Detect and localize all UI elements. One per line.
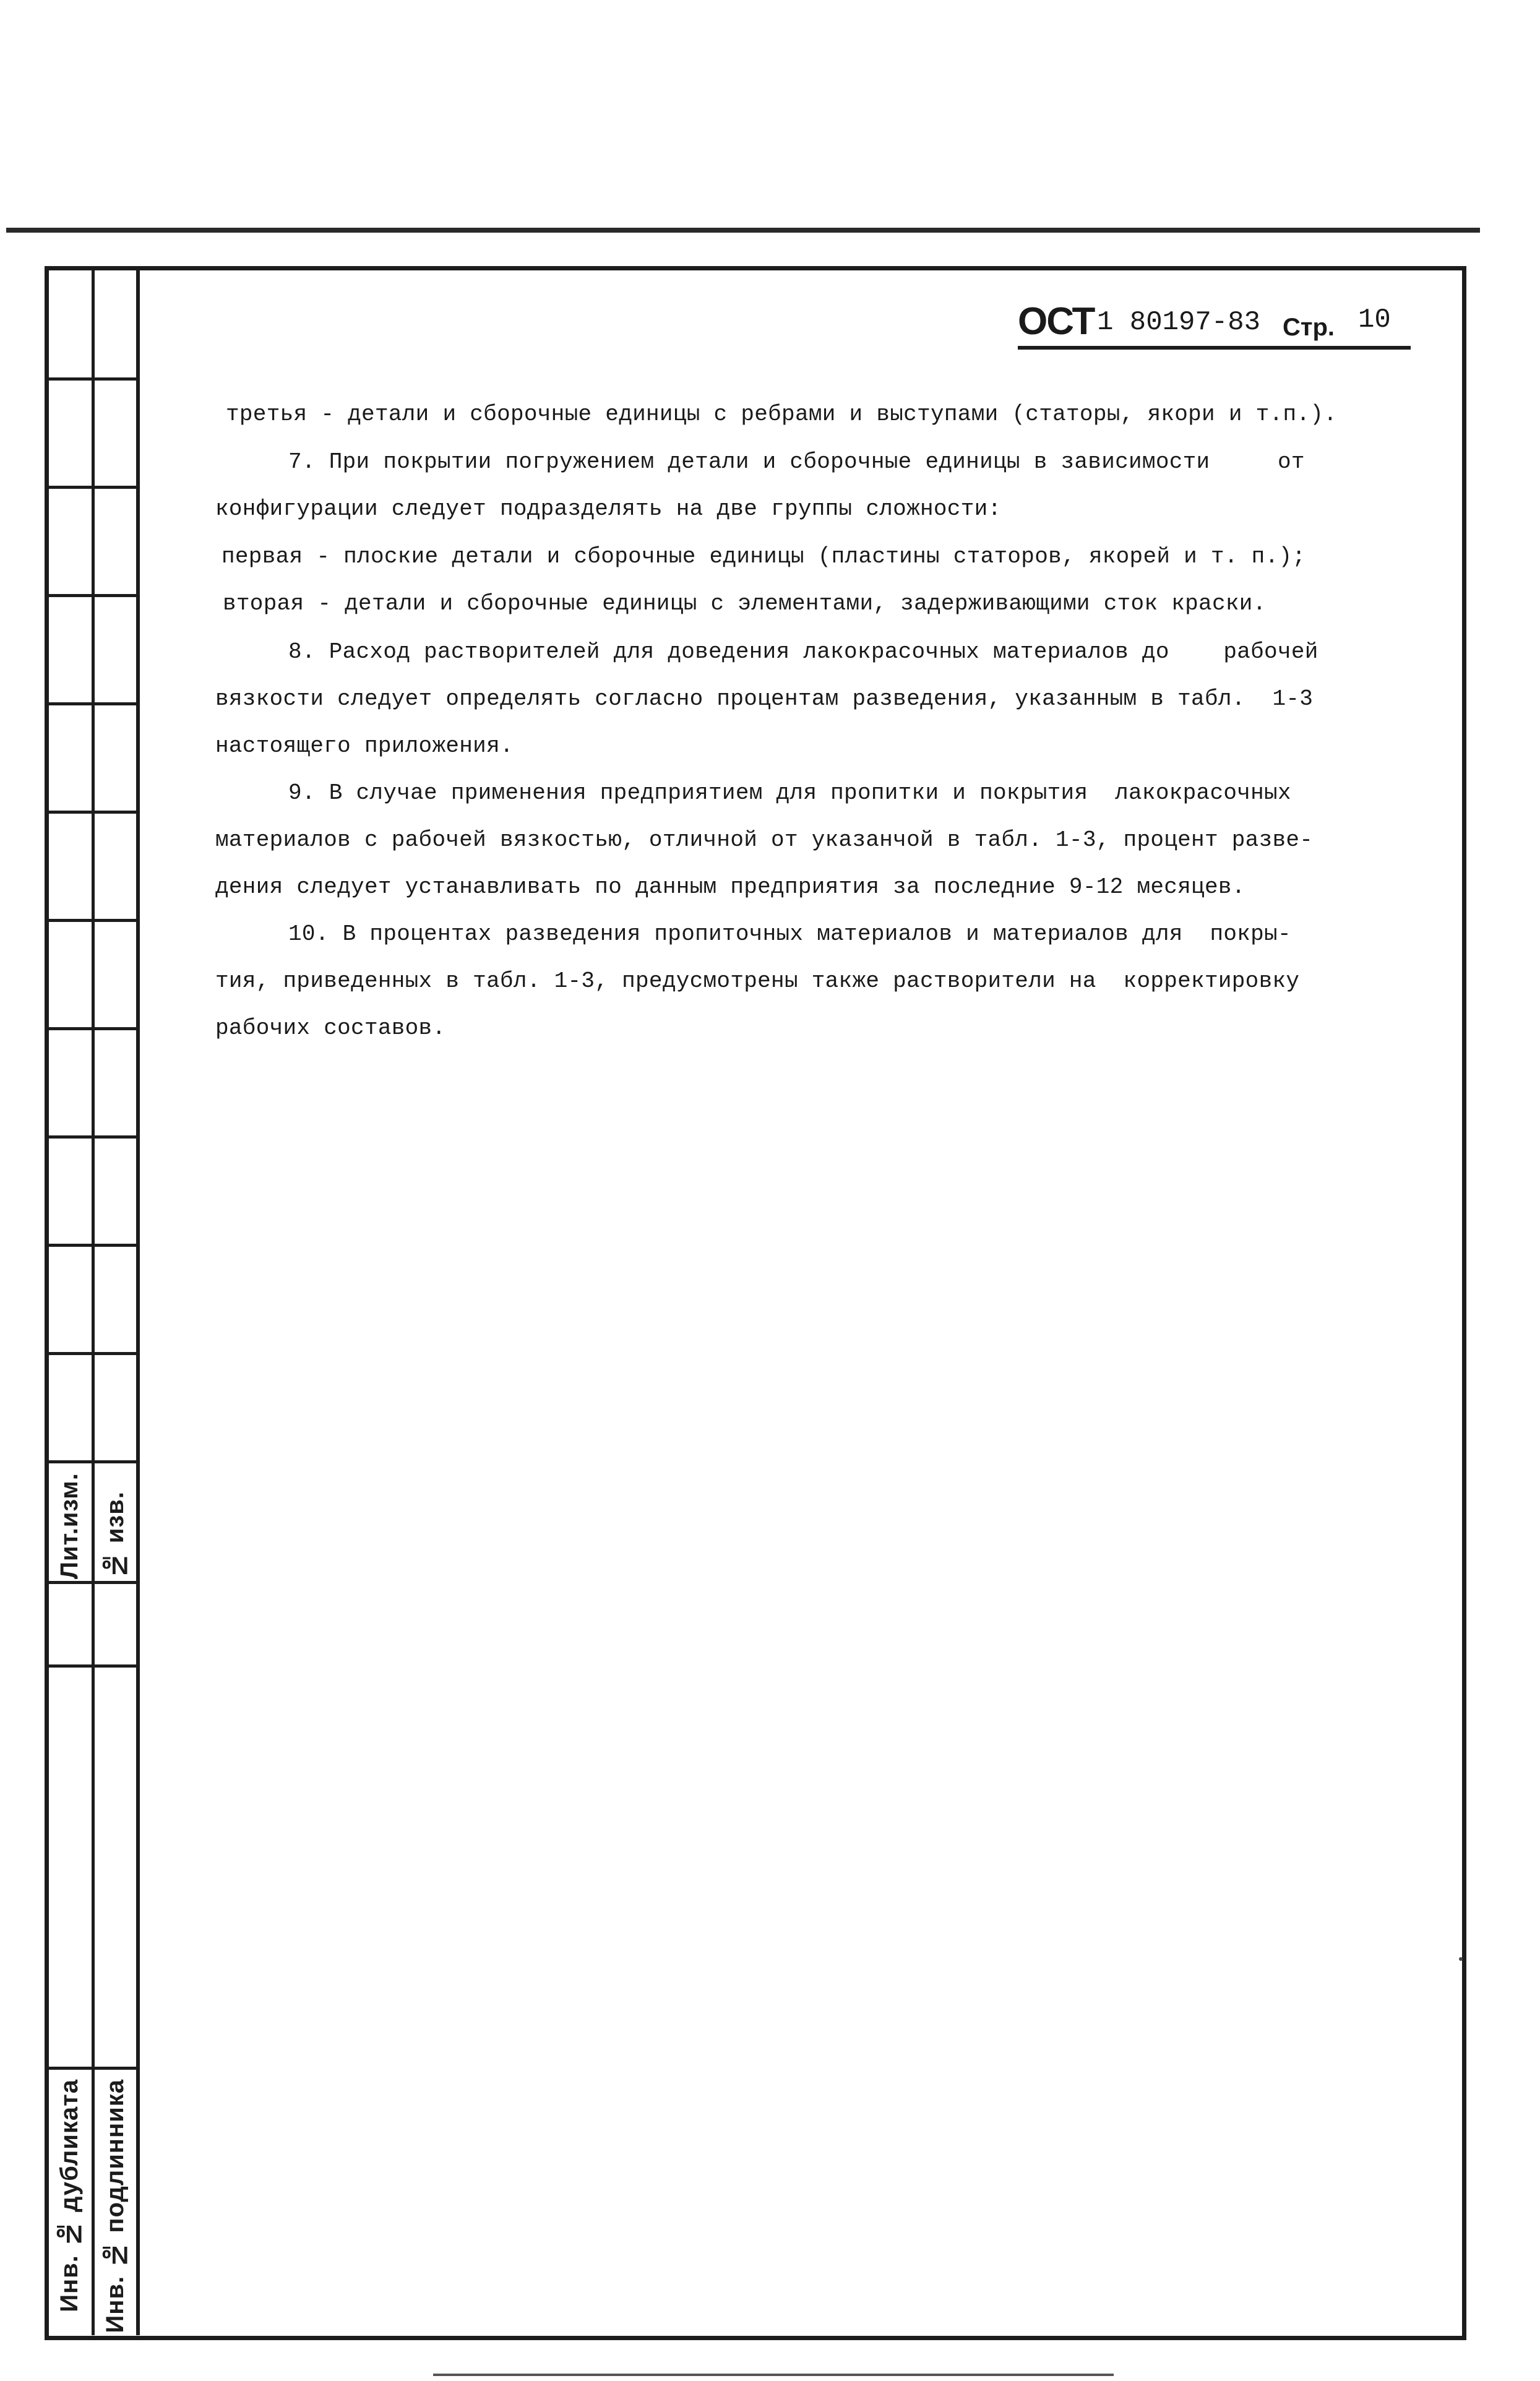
sheet-bottom-rule bbox=[433, 2374, 1114, 2376]
body-line: 8. Расход растворителей для доведения лакокрасочных материалов до рабочей bbox=[288, 639, 1318, 665]
body-line: вторая - детали и сборочные единицы с элементами, задерживающими сток краски. bbox=[223, 591, 1267, 616]
body-line: конфигурации следует подразделять на две группы сложности: bbox=[215, 496, 1002, 522]
strip-divider bbox=[48, 486, 139, 489]
body-line: настоящего приложения. bbox=[215, 733, 514, 759]
document-header bbox=[1018, 300, 1411, 350]
strip-divider bbox=[48, 594, 139, 597]
body-line: третья - детали и сборочные единицы с ребрами и выступами (статоры, якори и т.п.). bbox=[226, 402, 1338, 427]
strip-divider bbox=[48, 919, 139, 922]
strip-divider bbox=[48, 1581, 139, 1584]
body-line: вязкости следует определять согласно процентам разведения, указанным в табл. 1-3 bbox=[215, 686, 1314, 712]
inner-frame-rule bbox=[136, 270, 1459, 2335]
body-line: 9. В случае применения предприятием для пропитки и покрытия лакокрасочных bbox=[288, 780, 1291, 806]
strip-divider bbox=[48, 377, 139, 381]
strip-divider bbox=[48, 2067, 139, 2070]
strip-divider bbox=[48, 1352, 139, 1355]
strip-divider bbox=[48, 1244, 139, 1247]
ost-logo: ОСТ bbox=[1018, 300, 1095, 343]
strip-divider bbox=[48, 1027, 139, 1030]
body-line: дения следует устанавливать по данным предприятия за последние 9-12 месяцев. bbox=[215, 874, 1245, 900]
page-label: Стр. bbox=[1283, 314, 1335, 341]
body-line: первая - плоские детали и сборочные единицы (пластины статоров, якорей и т. п.); bbox=[222, 544, 1306, 569]
body-line: 7. При покрытии погружением детали и сборочные единицы в зависимости от bbox=[288, 449, 1305, 475]
duplicate-inventory-label: Инв. № дубликата bbox=[56, 2079, 83, 2312]
strip-divider-vertical bbox=[92, 270, 95, 2335]
strip-divider bbox=[48, 702, 139, 705]
document-number: 1 80197-83 bbox=[1097, 307, 1261, 338]
body-line: тия, приведенных в табл. 1-3, предусмотрены также растворители на корректировку bbox=[215, 968, 1300, 994]
scan-speck bbox=[1459, 1957, 1463, 1961]
page-number: 10 bbox=[1358, 304, 1391, 335]
rev-letter-label: Лит.изм. bbox=[56, 1473, 83, 1580]
strip-divider bbox=[48, 1460, 139, 1463]
rev-number-label: № изв. bbox=[101, 1491, 129, 1579]
strip-divider bbox=[48, 1664, 139, 1668]
sheet-top-rule bbox=[6, 228, 1480, 233]
body-line: рабочих составов. bbox=[215, 1015, 446, 1041]
original-inventory-label: Инв. № подлинника bbox=[101, 2079, 129, 2333]
body-line: материалов с рабочей вязкостью, отличной от указанчой в табл. 1-3, процент разве- bbox=[215, 827, 1314, 853]
strip-divider bbox=[48, 811, 139, 814]
body-line: 10. В процентах разведения пропиточных материалов и материалов для покры- bbox=[288, 921, 1291, 947]
strip-divider bbox=[48, 1135, 139, 1139]
